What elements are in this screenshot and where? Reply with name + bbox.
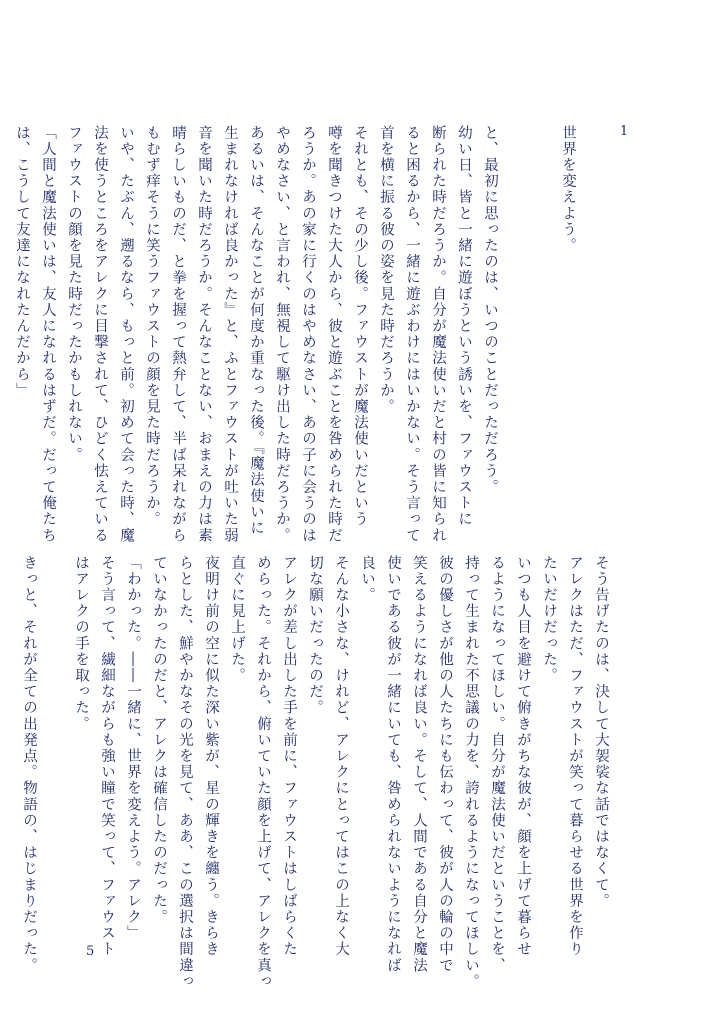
upper-text-line	[529, 125, 555, 495]
upper-text-line: 「人間と魔法使いは、友人になれるはずだ。だって俺たち	[40, 125, 56, 544]
lower-text-line: 良い。	[359, 555, 375, 604]
upper-text-line	[581, 125, 607, 495]
lower-text-line: ていなかったのだと、アレクは確信したのだった。	[151, 555, 167, 926]
upper-text-line: 生まれなければ良かった』と、ふとファウストが吐いた弱	[222, 125, 238, 544]
lower-text-line: きっと、それが全ての出発点。物語の、はじまりだった。	[21, 555, 37, 974]
lower-text-line: そう言って、繊細ながらも強い瞳で笑って、ファウスト	[99, 555, 115, 958]
lower-text-line: 切な願いだったのだ。	[307, 555, 323, 716]
lower-text-line: 夜明け前の空に似た深い紫が、星の輝きを纏う。きらき	[203, 555, 219, 958]
upper-text-line: 噂を聞きつけた大人から、彼と遊ぶことを咎められた時だ	[326, 125, 342, 544]
lower-text-line: アレクはただ、ファウストが笑って暮らせる世界を作り	[567, 555, 583, 958]
lower-text-line: めらった。それから、俯いていた顔を上げて、アレクを真っ	[255, 555, 271, 990]
lower-text-block	[16, 555, 614, 990]
chapter-number: 1	[619, 124, 629, 139]
lower-text-line: はアレクの手を取った。	[73, 555, 89, 733]
lower-text-line: 笑えるようになれば良い。そして、人間である自分と魔法	[411, 555, 427, 974]
lower-text-line: 直ぐに見上げた。	[229, 555, 245, 684]
lower-text-line: らとした、鮮やかなその光を見て、ああ、この選択は間違っ	[177, 555, 193, 990]
upper-text-line: ファウストの顔を見た時だったかもしれない。	[66, 125, 82, 464]
lower-text-line: 「わかった。――一緒に、世界を変えよう。アレク」	[125, 555, 141, 942]
upper-text-line: ると困るから、一緒に遊ぶわけにはいかない。そう言って	[404, 125, 420, 544]
lower-text-line: いつも人目を避けて俯きがちな彼が、顔を上げて暮らせ	[515, 555, 531, 958]
upper-text-line	[503, 125, 529, 495]
upper-text-line: 断られた時だろうか。自分が魔法使いだと村の皆に知られ	[430, 125, 446, 544]
lower-text-line: たいだけだった。	[541, 555, 557, 684]
page-number: 5	[86, 944, 95, 959]
upper-text-line: は、こうして友達になれたんだから」	[14, 125, 30, 399]
upper-text-line: 音を聞いた時だろうか。そんなことない、おまえの力は素	[196, 125, 212, 544]
upper-text-line: ろうか。あの家に行くのはやめなさい、あの子に会うのは	[300, 125, 316, 544]
lower-text-line: そんな小さな、けれど、アレクにとってはこの上なく大	[333, 555, 349, 958]
lower-text-line: アレクが差し出した手を前に、ファウストはしばらくた	[281, 555, 297, 958]
upper-text-line: 晴らしいものだ、と拳を握って熱弁して、半ば呆れながら	[170, 125, 186, 544]
upper-text-line: 首を横に振る彼の姿を見た時だろうか。	[378, 125, 394, 415]
upper-text-line: いや、たぶん、遡るなら、もっと前。初めて会った時、魔	[118, 125, 134, 544]
lower-text-line: 持って生まれた不思議の力を、誇れるようになってほしい。	[463, 555, 479, 990]
upper-text-line: それとも、その少し後。ファウストが魔法使いだという	[352, 125, 368, 528]
upper-text-line: と、最初に思ったのは、いつのことだっただろう。	[482, 125, 498, 496]
upper-text-line: やめなさい、と言われ、無視して駆け出した時だろうか。	[274, 125, 290, 544]
upper-text-line: もむず痒そうに笑うファウストの顔を見た時だろうか。	[144, 125, 160, 528]
upper-text-line: 世界を変えよう。	[560, 125, 576, 254]
upper-text-line: 法を使うところをアレクに目撃されて、ひどく怯えている	[92, 125, 108, 544]
lower-text-line: 使いである彼が一緒にいても、咎められないようになれば	[385, 555, 401, 974]
lower-text-line: るようになってほしい。自分が魔法使いだということを、	[489, 555, 505, 974]
lower-text-line	[42, 555, 68, 935]
lower-text-line: 彼の優しさが他の人たちにも伝わって、彼が人の輪の中で	[437, 555, 453, 974]
upper-text-line: あるいは、そんなことが何度か重なった後。『魔法使いに	[248, 125, 264, 537]
upper-text-line: 幼い日、皆と一緒に遊ぼうという誘いを、ファウストに	[456, 125, 472, 528]
lower-text-line: そう告げたのは、決して大袈裟な話ではなくて。	[593, 555, 609, 910]
upper-text-block	[9, 125, 607, 544]
